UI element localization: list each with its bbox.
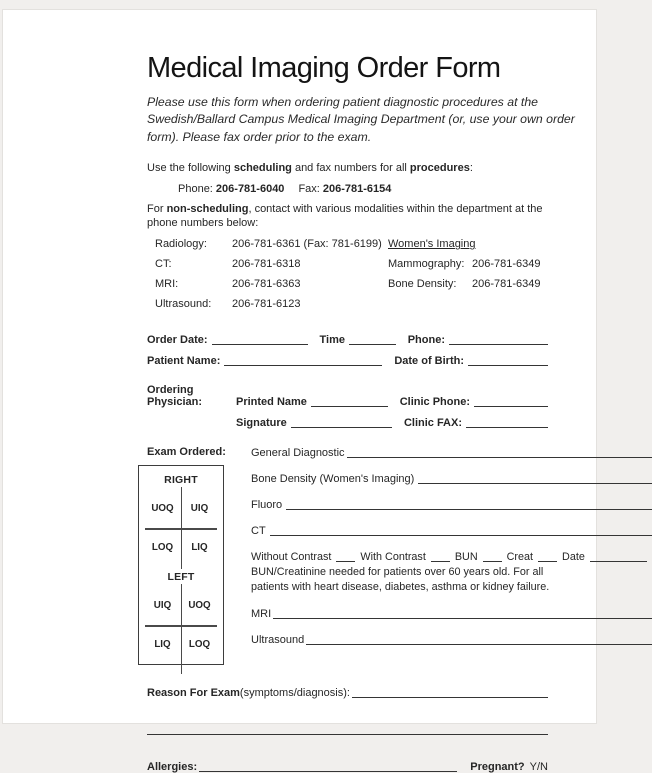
scheduling-bold: scheduling <box>233 162 292 175</box>
quadrant-cell: LOQ <box>151 542 174 554</box>
date-field[interactable] <box>590 550 647 562</box>
patient-name-field[interactable] <box>224 354 382 366</box>
womens-imaging-header: Women's Imaging <box>388 238 476 251</box>
quadrant-left-cross <box>144 586 218 664</box>
non-scheduling-post: , contact with various modalities within the department at the phone numbers below: <box>147 202 543 229</box>
quadrant-right-header: RIGHT <box>164 474 198 487</box>
bun-field[interactable] <box>483 550 502 562</box>
non-scheduling-pre: For <box>147 202 167 215</box>
mammography-number: 206-781-6349 <box>472 258 541 270</box>
bone-density-label: Bone Density: <box>388 277 457 290</box>
contact-phone-field[interactable] <box>449 333 548 345</box>
phone-label: Phone: <box>178 182 216 195</box>
fluoro-field[interactable] <box>286 498 652 510</box>
printed-name-label: Printed Name <box>236 396 307 409</box>
scheduling-text-end: : <box>469 162 473 175</box>
order-date-label: Order Date: <box>147 334 208 347</box>
reason-row <box>147 686 548 699</box>
allergies-field[interactable] <box>199 760 457 772</box>
scheduling-phone-fax <box>178 183 548 195</box>
scheduling-instruction <box>147 161 548 175</box>
bone-density-number: 206-781-6349 <box>472 277 541 290</box>
procedures-bold: procedures <box>409 162 470 175</box>
quadrant-cell: LIQ <box>191 542 208 554</box>
patient-name-row <box>147 354 548 367</box>
body-quadrant-diagram <box>138 465 224 665</box>
reason-field-line2[interactable] <box>147 723 548 735</box>
clinic-fax-field[interactable] <box>466 416 548 428</box>
without-contrast-label: Without Contrast <box>251 551 332 564</box>
table-row <box>155 278 388 292</box>
dob-label: Date of Birth: <box>394 355 464 368</box>
radiology-number: 206-781-6361 (Fax: 781-6199) <box>232 238 382 251</box>
bun-creatinine-note: BUN/Creatinine needed for patients over 60 years old. For all patients with heart disease, diabetes, asthma or kidney failure. <box>251 566 550 593</box>
bun-label: BUN <box>454 551 478 564</box>
exam-ordered-section <box>147 446 585 665</box>
general-diagnostic-label: General Diagnostic <box>251 447 345 460</box>
pregnant-options[interactable]: Y/N <box>529 761 548 773</box>
reason-continuation-row <box>147 723 548 735</box>
allergies-section <box>147 760 548 773</box>
creat-field[interactable] <box>538 550 557 562</box>
scheduling-text-pre: Use the following <box>147 162 234 175</box>
ordering-physician-label: Ordering Physician: <box>147 384 203 409</box>
signature-field[interactable] <box>291 416 392 428</box>
order-date-row <box>147 333 548 346</box>
ultrasound-number: 206-781-6123 <box>232 297 301 310</box>
reason-sublabel: (symptoms/diagnosis): <box>239 687 350 700</box>
ct-exam-label: CT <box>251 525 266 538</box>
pregnant-label: Pregnant? <box>470 761 525 773</box>
quadrant-cell: LOQ <box>188 639 211 651</box>
quadrant-cell: UOQ <box>151 503 174 515</box>
non-scheduling-instruction <box>147 202 548 231</box>
table-row <box>155 258 388 272</box>
physician-section <box>147 384 548 429</box>
time-field[interactable] <box>349 333 396 345</box>
time-label: Time <box>319 334 346 347</box>
general-diagnostic-field[interactable] <box>347 446 652 458</box>
modality-column-left <box>155 238 388 317</box>
mri-row <box>251 607 652 620</box>
quadrant-cell: UOQ <box>188 600 211 612</box>
contrast-options-row <box>251 550 652 563</box>
contact-phone-label: Phone: <box>407 334 445 347</box>
scheduling-text-mid: and fax numbers for all <box>291 162 410 175</box>
signature-label: Signature <box>236 417 287 430</box>
order-info-section <box>147 333 548 367</box>
dob-field[interactable] <box>468 354 548 366</box>
table-row <box>388 278 548 292</box>
with-contrast-label: With Contrast <box>360 551 426 564</box>
quadrant-cell: UIQ <box>153 600 172 612</box>
reason-for-exam-section <box>147 686 548 735</box>
bone-density-field[interactable] <box>418 472 652 484</box>
exam-ordered-label: Exam Ordered: <box>147 446 226 459</box>
bone-density-row <box>251 472 652 485</box>
page-title: Medical Imaging Order Form <box>147 52 501 84</box>
table-row <box>155 298 388 312</box>
ultrasound-field[interactable] <box>306 633 652 645</box>
ultrasound-exam-label: Ultrasound <box>251 633 305 646</box>
date-label: Date <box>562 551 585 564</box>
quadrant-left-header: LEFT <box>167 571 195 584</box>
exam-left-column <box>147 446 242 665</box>
modality-phone-table <box>155 238 548 317</box>
without-contrast-field[interactable] <box>336 550 355 562</box>
modality-column-right <box>388 238 548 317</box>
reason-field[interactable] <box>352 686 548 698</box>
quadrant-cell: UIQ <box>190 503 209 515</box>
bone-density-exam-label: Bone Density (Women's Imaging) <box>251 473 415 486</box>
scheduling-phone-number: 206-781-6040 <box>215 182 285 195</box>
ct-field[interactable] <box>270 524 652 536</box>
scheduling-fax-number: 206-781-6154 <box>322 182 392 195</box>
printed-name-field[interactable] <box>311 395 388 407</box>
quadrant-cell: LIQ <box>154 639 171 651</box>
non-scheduling-bold: non-scheduling <box>166 202 249 215</box>
mri-exam-label: MRI <box>251 607 272 620</box>
clinic-phone-label: Clinic Phone: <box>399 396 470 409</box>
patient-name-label: Patient Name: <box>147 355 221 368</box>
clinic-fax-label: Clinic FAX: <box>403 417 462 430</box>
printed-name-row <box>147 384 548 408</box>
mri-field[interactable] <box>273 607 652 619</box>
fluoro-label: Fluoro <box>251 499 283 512</box>
mri-label: MRI: <box>155 277 179 290</box>
table-row <box>388 258 548 272</box>
reason-label: Reason For Exam <box>147 687 240 700</box>
exam-right-column <box>251 446 652 665</box>
intro-text: Please use this form when ordering patient diagnostic procedures at the Swedish/Ballard Campus Medical Imaging Department (or, use your own order form). Please fax order prior to the exam. <box>147 95 575 144</box>
ct-label: CT: <box>155 258 172 270</box>
clinic-phone-field[interactable] <box>474 395 548 407</box>
creat-label: Creat <box>506 551 534 564</box>
ct-number: 206-781-6318 <box>232 258 301 270</box>
quadrant-right-cross <box>144 489 218 567</box>
quadrant-cells <box>144 586 218 664</box>
fluoro-row <box>251 498 652 511</box>
radiology-label: Radiology: <box>155 238 207 251</box>
table-row <box>155 238 388 252</box>
fax-label: Fax: <box>298 182 323 195</box>
mri-number: 206-781-6363 <box>232 277 301 290</box>
with-contrast-field[interactable] <box>431 550 450 562</box>
ultrasound-row <box>251 633 652 646</box>
mammography-label: Mammography: <box>388 258 465 270</box>
quadrant-cells <box>144 489 218 567</box>
allergies-label: Allergies: <box>147 761 198 773</box>
order-date-field[interactable] <box>212 333 308 345</box>
form-page <box>3 10 596 773</box>
ultrasound-label: Ultrasound: <box>155 297 212 310</box>
general-diagnostic-row <box>251 446 652 459</box>
signature-row <box>147 416 548 429</box>
ct-row <box>251 524 652 537</box>
